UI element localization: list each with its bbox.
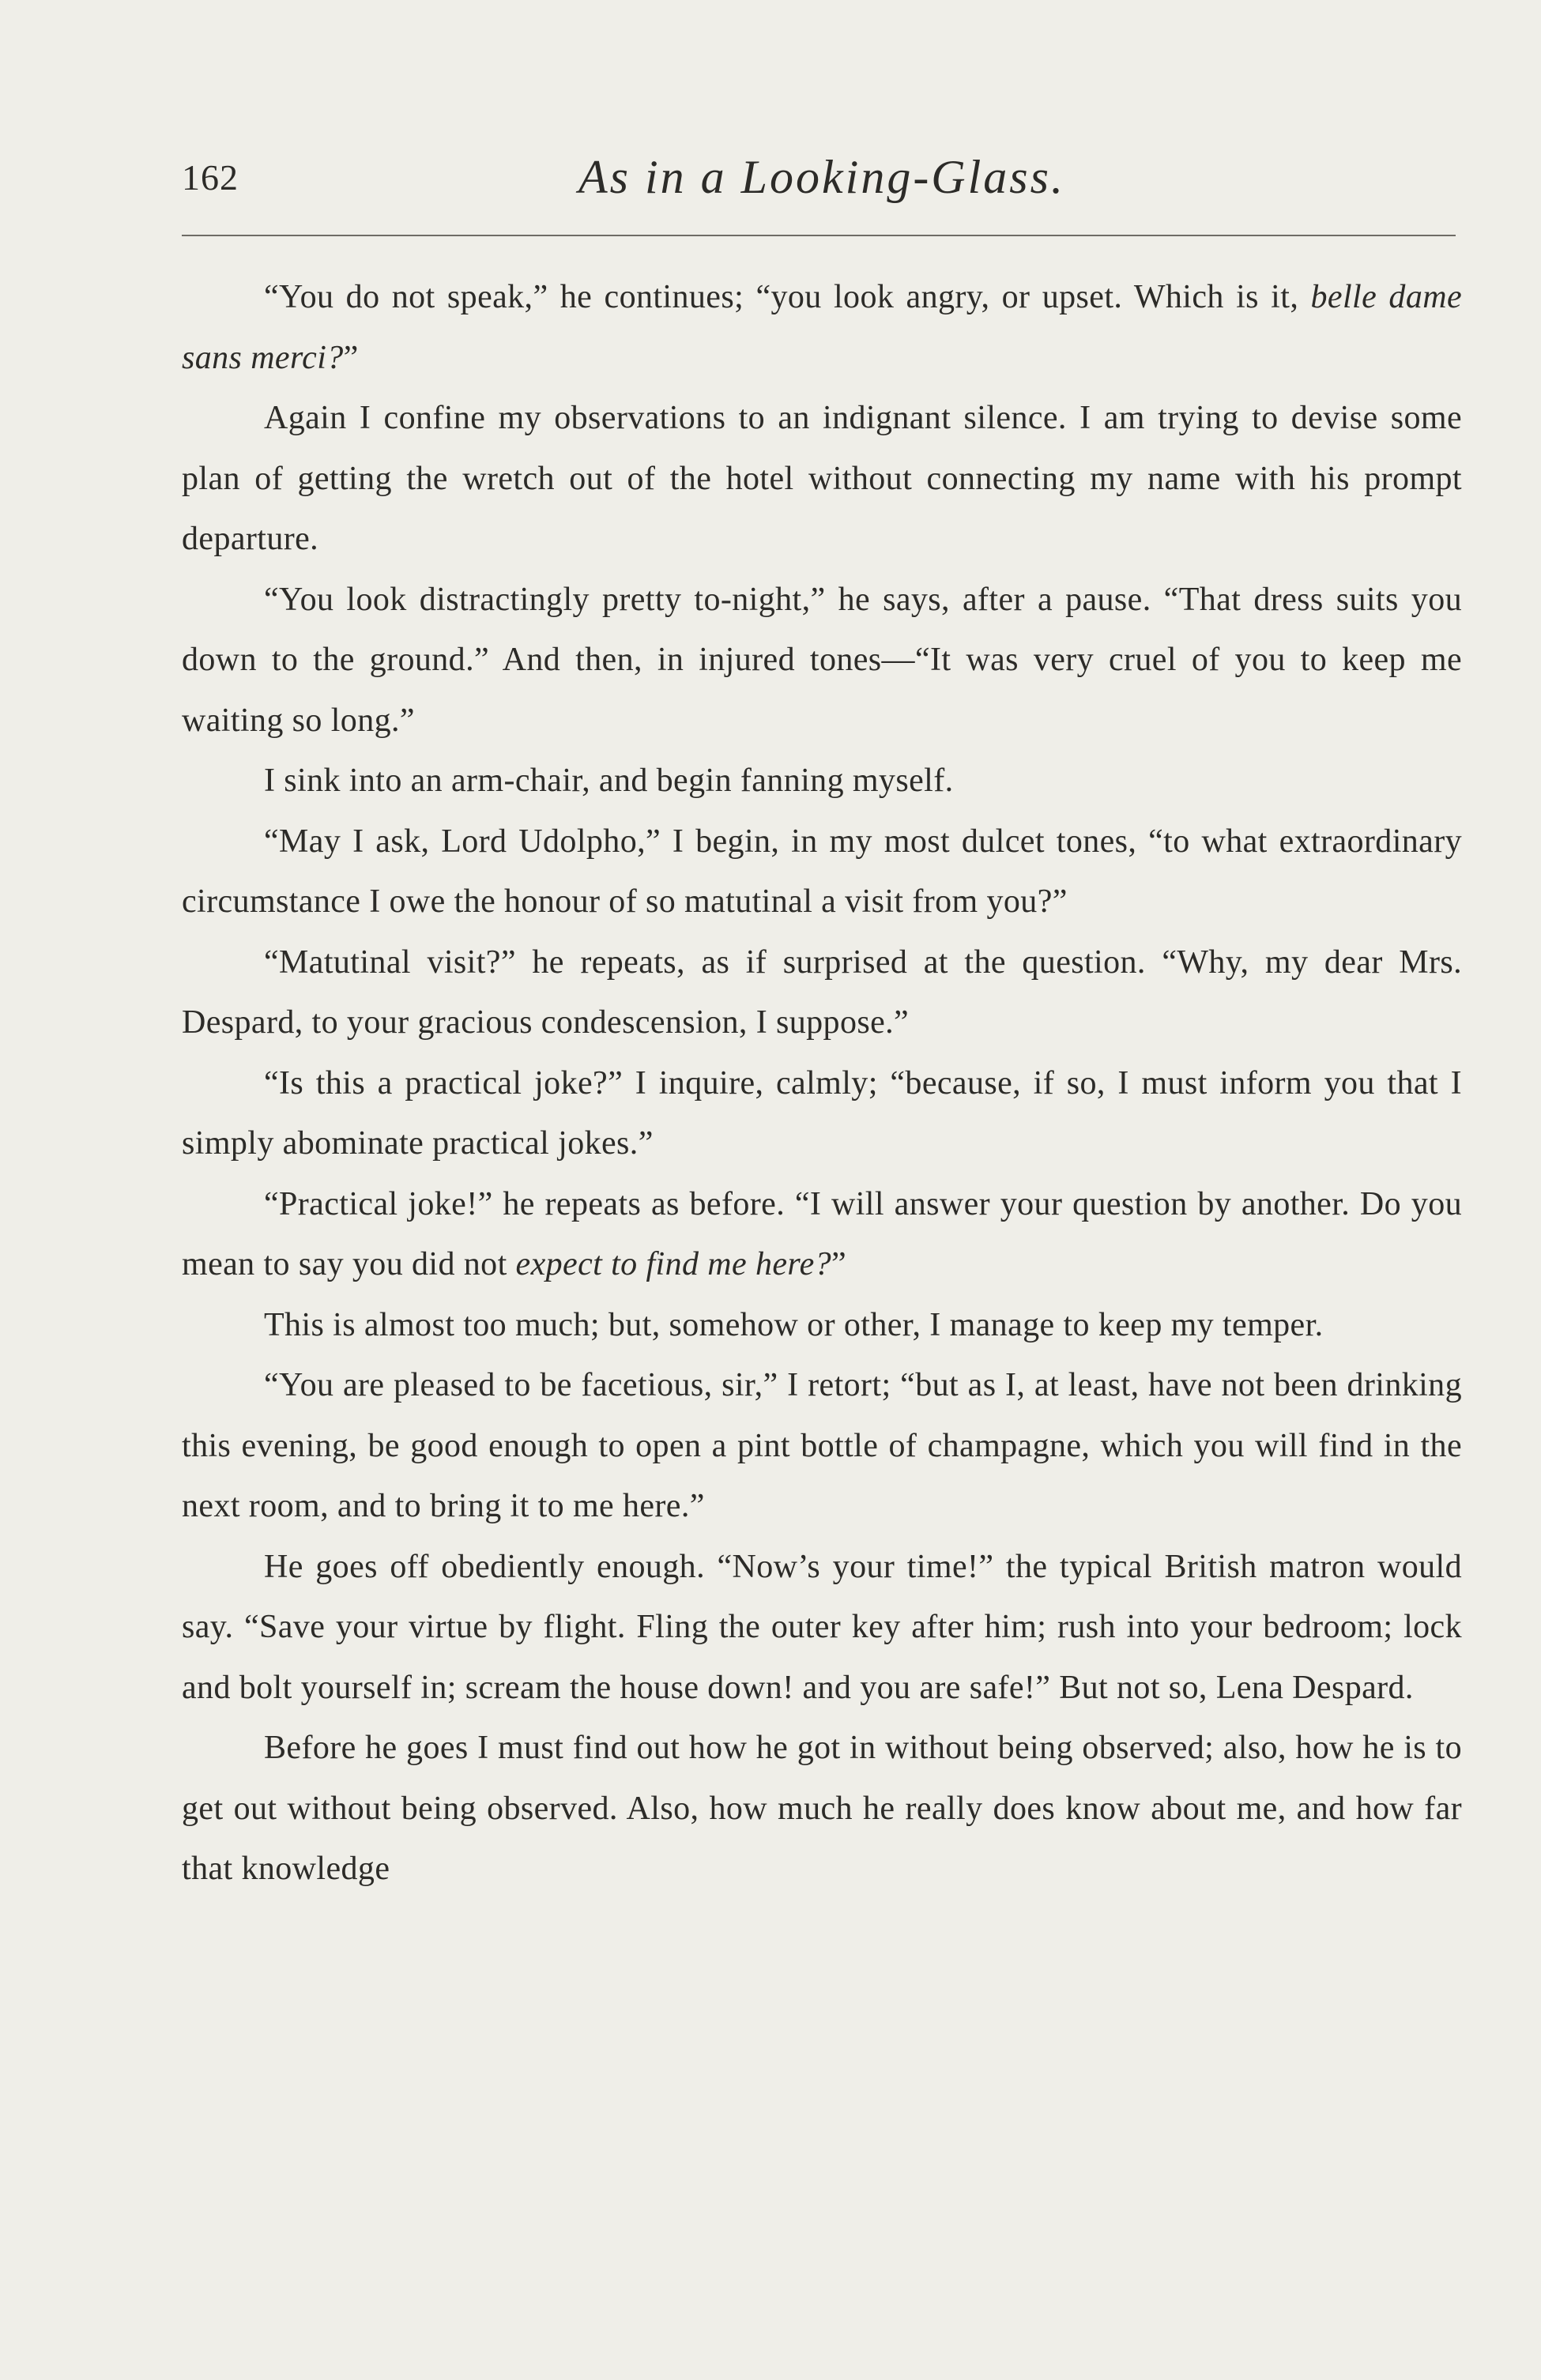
paragraph <box>182 267 1462 388</box>
italic-text: belle dame sans merci? <box>182 279 1463 376</box>
paragraph <box>182 1718 1462 1900</box>
text-segment: “You do not speak,” he continues; “you look angry, or upset. Which is it, <box>264 279 1311 315</box>
text-segment: I sink into an arm-chair, and begin fanning myself. <box>264 763 954 799</box>
paragraph <box>182 1295 1462 1356</box>
text-segment: “Practical joke!” he repeats as before. “I will answer your question by another. Do you mean to say you did not <box>182 1185 1462 1282</box>
paragraph <box>182 1355 1462 1537</box>
paragraph <box>182 751 1462 812</box>
running-title: As in a Looking-Glass. <box>578 151 1066 203</box>
body-text <box>182 267 1462 1900</box>
text-segment: “Matutinal visit?” he repeats, as if surprised at the question. “Why, my dear Mrs. Despard, to your gracious condescension, I suppose.” <box>182 943 1462 1041</box>
text-segment: Before he goes I must find out how he got in without being observed; also, how he is to get out without being observed. Also, how much he really does know about me, and how far that knowledge <box>182 1730 1462 1887</box>
page-header <box>182 150 1462 213</box>
text-segment: “You are pleased to be facetious, sir,” I retort; “but as I, at least, have not been drinking this evening, be good enough to open a pint bottle of champagne, which you will find in the next room, and to bring it to me here.” <box>182 1367 1462 1524</box>
text-segment: “May I ask, Lord Udolpho,” I begin, in my most dulcet tones, “to what extraordinary circumstance I owe the honour of so matutinal a visit from you?” <box>182 823 1462 920</box>
text-segment: Again I confine my observations to an indignant silence. I am trying to devise some plan of getting the wretch out of the hotel without connecting my name with his prompt departure. <box>182 400 1462 557</box>
paragraph <box>182 812 1462 932</box>
paragraph <box>182 1053 1462 1174</box>
paragraph <box>182 388 1462 570</box>
text-segment: ” <box>831 1246 847 1282</box>
italic-text: expect to find me here? <box>515 1246 832 1282</box>
paragraph <box>182 932 1462 1053</box>
text-segment: “You look distractingly pretty to-night,” he says, after a pause. “That dress suits you down to the ground.” And then, in injured tones—“It was very cruel of you to keep me waiting so long.” <box>182 581 1462 739</box>
text-segment: ” <box>343 339 359 376</box>
text-segment: He goes off obediently enough. “Now’s your time!” the typical British matron would say. “Save your virtue by flight. Fling the outer key after him; rush into your bedroom; lock and bolt yourself in; scream the house down! and you are safe!” But not so, Lena Despard. <box>182 1548 1462 1706</box>
page-number: 162 <box>182 157 239 198</box>
text-segment: This is almost too much; but, somehow or other, I manage to keep my temper. <box>264 1306 1324 1343</box>
text-segment: “Is this a practical joke?” I inquire, calmly; “because, if so, I must inform you that I simply abominate practical jokes.” <box>182 1064 1462 1162</box>
paragraph <box>182 570 1462 751</box>
paragraph <box>182 1537 1462 1719</box>
header-rule <box>182 235 1456 236</box>
paragraph <box>182 1174 1462 1295</box>
